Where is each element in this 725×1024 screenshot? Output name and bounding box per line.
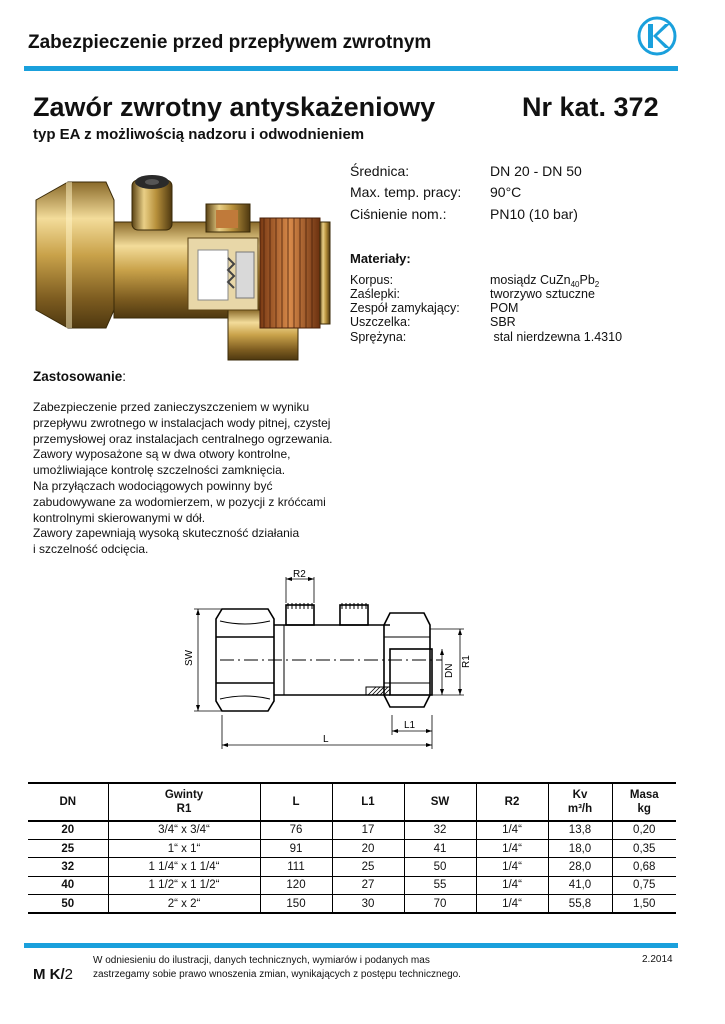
cell-sw: 41 [404,839,476,857]
catalog-number: Nr kat. 372 [522,92,659,122]
cell-threads: 1 1/4“ x 1 1/4“ [108,858,260,876]
cell-l1: 25 [332,858,404,876]
cell-dn: 50 [28,895,108,913]
cell-dn: 32 [28,858,108,876]
technical-drawing [180,565,480,755]
material-label: Zaślepki: [350,287,401,301]
cell-dn: 40 [28,876,108,894]
cell-mass: 0,20 [612,821,676,839]
material-value: stal nierdzewna 1.4310 [490,330,623,344]
material-value: POM [490,301,519,315]
cell-dn: 25 [28,839,108,857]
section-title: Zabezpieczenie przed przepływem zwrotnym [28,32,432,53]
cell-l: 76 [260,821,332,839]
usage-line: przemysłowej oraz instalacjach centralnego ogrzewania. [33,431,333,446]
material-label: Sprężyna: [350,330,407,344]
material-label: Uszczelka: [350,315,411,329]
usage-text [33,400,373,558]
spec-label: Max. temp. pracy: [350,184,462,200]
cell-sw: 32 [404,821,476,839]
cell-l1: 27 [332,876,404,894]
dim-label-r2: R2 [293,569,306,580]
dimensions-table [28,782,676,914]
spec-value: DN 20 - DN 50 [490,163,582,179]
cell-l1: 17 [332,821,404,839]
cell-l: 111 [260,858,332,876]
cell-r2: 1/4“ [476,858,548,876]
col-header-l1: L1 [332,783,404,821]
spec-label: Ciśnienie nom.: [350,206,447,222]
table-row [28,839,676,857]
cell-mass: 0,68 [612,858,676,876]
dim-label-l1: L1 [404,720,416,731]
cell-sw: 55 [404,876,476,894]
table-row [28,858,676,876]
cell-sw: 50 [404,858,476,876]
cell-kv: 18,0 [548,839,612,857]
usage-line: przepływu zwrotnego w instalacjach wody pitnej, czystej [33,415,331,430]
cell-kv: 55,8 [548,895,612,913]
cell-r2: 1/4“ [476,839,548,857]
cell-mass: 0,75 [612,876,676,894]
cell-kv: 41,0 [548,876,612,894]
footer-date: 2.2014 [642,954,673,965]
cell-sw: 70 [404,895,476,913]
material-value: SBR [490,315,516,329]
dim-label-l: L [323,734,329,745]
cell-l: 120 [260,876,332,894]
material-label: Zespół zamykający: [350,301,460,315]
cell-mass: 0,35 [612,839,676,857]
cell-r2: 1/4“ [476,876,548,894]
usage-title: Zastosowanie: [33,369,127,384]
dim-label-sw: SW [184,649,195,666]
table-row [28,821,676,839]
cell-threads: 3/4“ x 3/4“ [108,821,260,839]
cell-kv: 28,0 [548,858,612,876]
cell-r2: 1/4“ [476,821,548,839]
product-subtitle: typ EA z możliwością nadzoru i odwodnieniem [33,126,365,143]
cell-l1: 30 [332,895,404,913]
brand-logo-icon [637,16,677,56]
material-value: mosiądz $CuZn_{40}Pb_2$ [490,273,600,289]
footer-note-line: W odniesieniu do ilustracji, danych technicznych, wymiarów i podanych mas [93,955,430,966]
col-header-sw: SW [404,783,476,821]
footer-note [93,954,461,982]
usage-line: i szczelność odcięcia. [33,542,149,557]
usage-line: Na przyłączach wodociągowych powinny być [33,478,273,493]
materials-title: Materiały: [350,251,411,266]
col-header-threads: Gwinty R1 [108,783,260,821]
spec-label: Średnica: [350,163,410,179]
material-value: tworzywo sztuczne [490,287,595,301]
page-code: M K/2 [33,966,74,983]
product-title: Zawór zwrotny antyskażeniowy [33,92,436,122]
col-header-l: L [260,783,332,821]
cell-kv: 13,8 [548,821,612,839]
cell-threads: 1 1/2“ x 1 1/2“ [108,876,260,894]
footer-rule [24,943,678,948]
cell-threads: 1“ x 1“ [108,839,260,857]
usage-line: Zawory wyposażone są w dwa otwory kontrolne, [33,447,291,462]
table-header-row [28,783,676,821]
cell-r2: 1/4“ [476,895,548,913]
cell-l: 91 [260,839,332,857]
col-header-kv: Kv m³/h [548,783,612,821]
usage-line: Zabezpieczenie przed zanieczyszczeniem w wyniku [33,400,310,414]
cell-mass: 1,50 [612,895,676,913]
dim-label-r1: R1 [461,655,472,668]
header-rule [24,66,678,71]
col-header-dn: DN [28,783,108,821]
table-row [28,876,676,894]
usage-line: umożliwiające kontrolę szczelności zamknięcia. [33,463,286,478]
spec-value: 90°C [490,184,522,200]
usage-line: zabudowywane za wodomierzem, w pozycji z króćcami [33,494,326,509]
cell-dn: 20 [28,821,108,839]
usage-line: Zawory zapewniają wysoką skuteczność działania [33,526,300,541]
col-header-r2: R2 [476,783,548,821]
table-row [28,895,676,913]
col-header-mass: Masa kg [612,783,676,821]
dim-label-dn: DN [444,663,455,678]
cell-threads: 2“ x 2“ [108,895,260,913]
spec-value: PN10 (10 bar) [490,206,578,222]
cell-l: 150 [260,895,332,913]
product-photo [28,160,338,375]
usage-line: kontrolnymi skierowanymi w dół. [33,510,206,525]
cell-l1: 20 [332,839,404,857]
footer-note-line: zastrzegamy sobie prawo wnoszenia zmian, wynikających z postępu technicznego. [93,969,461,980]
material-label: Korpus: [350,273,394,287]
